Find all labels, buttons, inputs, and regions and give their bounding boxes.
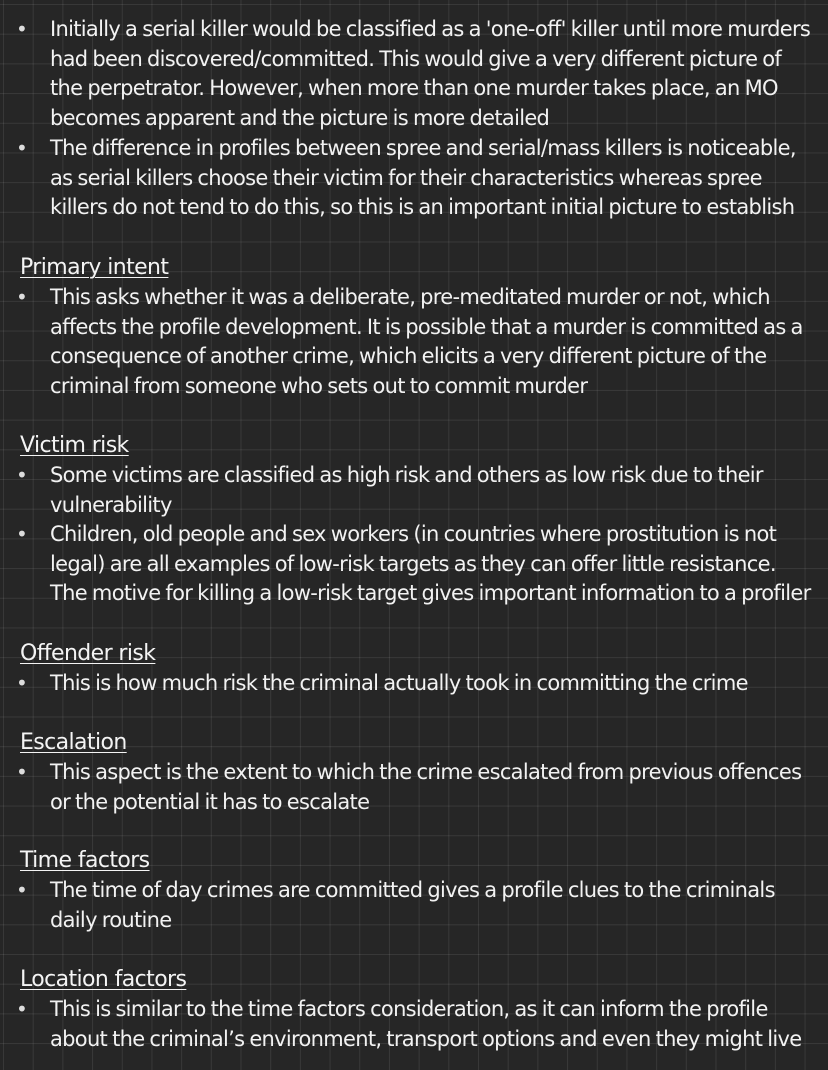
bullet-marker: • [16, 463, 28, 487]
bullet-marker: • [16, 878, 28, 902]
bullet-text: Children, old people and sex workers (in countries where prostitution is not legal) are all examples of low-risk targets as they can offer little resistance. The motive for killing a low-risk target gives important information to a profiler [50, 522, 811, 606]
bullet-marker: • [16, 522, 28, 546]
bullet-text: The difference in profiles between spree and serial/mass killers is noticeable, as serial killers choose their victim for their characteristics whereas spree killers do not tend to do this, so this is an important initial picture to establish [50, 136, 796, 220]
bullet-text: Initially a serial killer would be classified as a 'one-off' killer until more murders had been discovered/committed. This would give a very different picture of the perpetrator. However, when more than one murder takes place, an MO becomes apparent and the picture is more detailed [50, 17, 811, 131]
section-heading-time-factors: Time factors [20, 848, 150, 873]
bullet-marker: • [16, 671, 28, 695]
bullet-text: This is similar to the time factors consideration, as it can inform the profile about the criminal’s environment, transport options and even they might live [50, 997, 802, 1051]
section-heading-offender-risk: Offender risk [20, 641, 156, 666]
bullet-marker: • [16, 997, 28, 1021]
section-heading-escalation: Escalation [20, 730, 127, 755]
bullet-marker: • [16, 17, 28, 41]
bullet-text: This is how much risk the criminal actually took in committing the crime [50, 671, 748, 695]
section-heading-location-factors: Location factors [20, 967, 187, 992]
bullet-marker: • [16, 760, 28, 784]
bullet-marker: • [16, 136, 28, 160]
section-heading-primary-intent: Primary intent [20, 255, 169, 280]
bullet-text: Some victims are classified as high risk and others as low risk due to their vulnerability [50, 463, 763, 517]
bullet-text: This aspect is the extent to which the crime escalated from previous offences or the potential it has to escalate [50, 760, 802, 814]
bullet-text: This asks whether it was a deliberate, pre-meditated murder or not, which affects the profile development. It is possible that a murder is committed as a consequence of another crime, which elicits a very different picture of the criminal from someone who sets out to commit murder [50, 285, 803, 399]
bullet-text: The time of day crimes are committed gives a profile clues to the criminals daily routine [50, 878, 775, 932]
bullet-marker: • [16, 285, 28, 309]
section-heading-victim-risk: Victim risk [20, 433, 129, 458]
